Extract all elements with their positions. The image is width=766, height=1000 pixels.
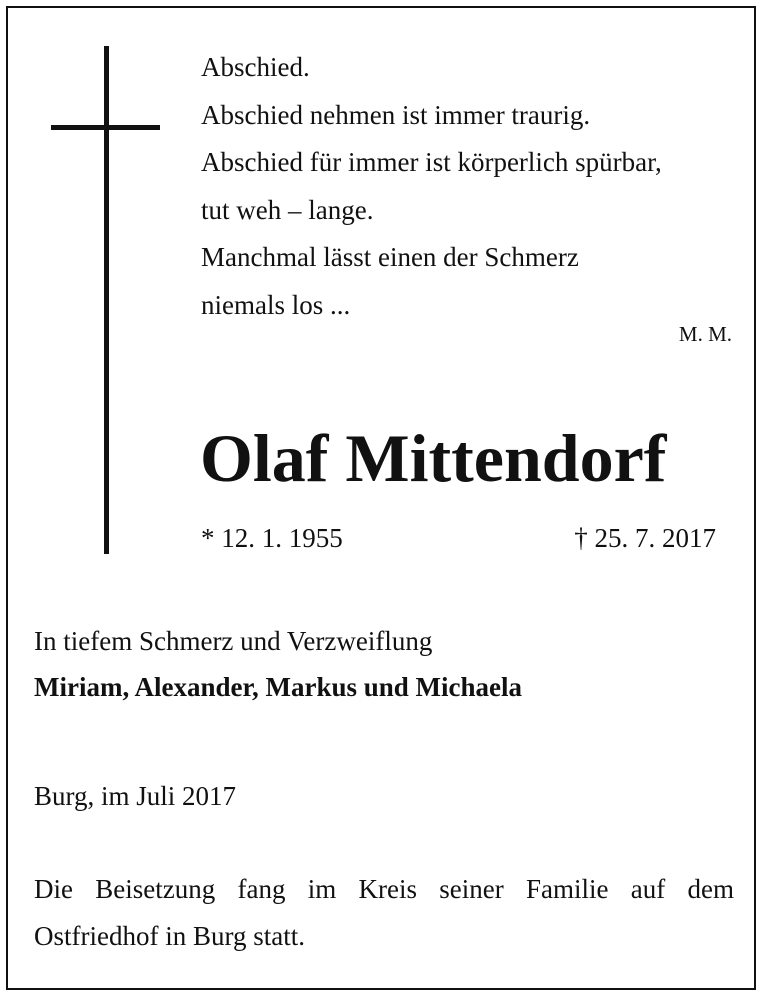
place-and-date: Burg, im Juli 2017 bbox=[34, 781, 237, 811]
birth-date: * 12. 1. 1955 bbox=[201, 523, 343, 553]
poem-author: M. M. bbox=[678, 322, 732, 346]
deceased-name: Olaf Mittendorf bbox=[200, 420, 667, 496]
burial-line: Ostfriedhof in Burg statt. bbox=[34, 921, 305, 951]
mourners-intro: In tiefem Schmerz und Verzweiflung bbox=[34, 626, 433, 656]
death-date: † 25. 7. 2017 bbox=[574, 523, 716, 553]
poem-line: niemals los ... bbox=[201, 289, 351, 320]
poem-line: Abschied für immer ist körperlich spürbar, bbox=[201, 147, 662, 177]
poem-line: Abschied. bbox=[201, 52, 310, 82]
poem-line: tut weh – lange. bbox=[201, 194, 374, 225]
poem-line: Abschied nehmen ist immer traurig. bbox=[201, 99, 591, 130]
burial-line: Die Beisetzung fang im Kreis seiner Familie auf dem bbox=[34, 874, 734, 904]
cross-horizontal-bar bbox=[51, 125, 160, 130]
poem bbox=[201, 44, 741, 329]
cross-vertical-bar bbox=[104, 46, 109, 554]
poem-line: Manchmal lässt einen der Schmerz bbox=[201, 242, 579, 272]
burial-notice bbox=[34, 866, 734, 960]
mourners-names: Miriam, Alexander, Markus und Michaela bbox=[34, 672, 523, 702]
